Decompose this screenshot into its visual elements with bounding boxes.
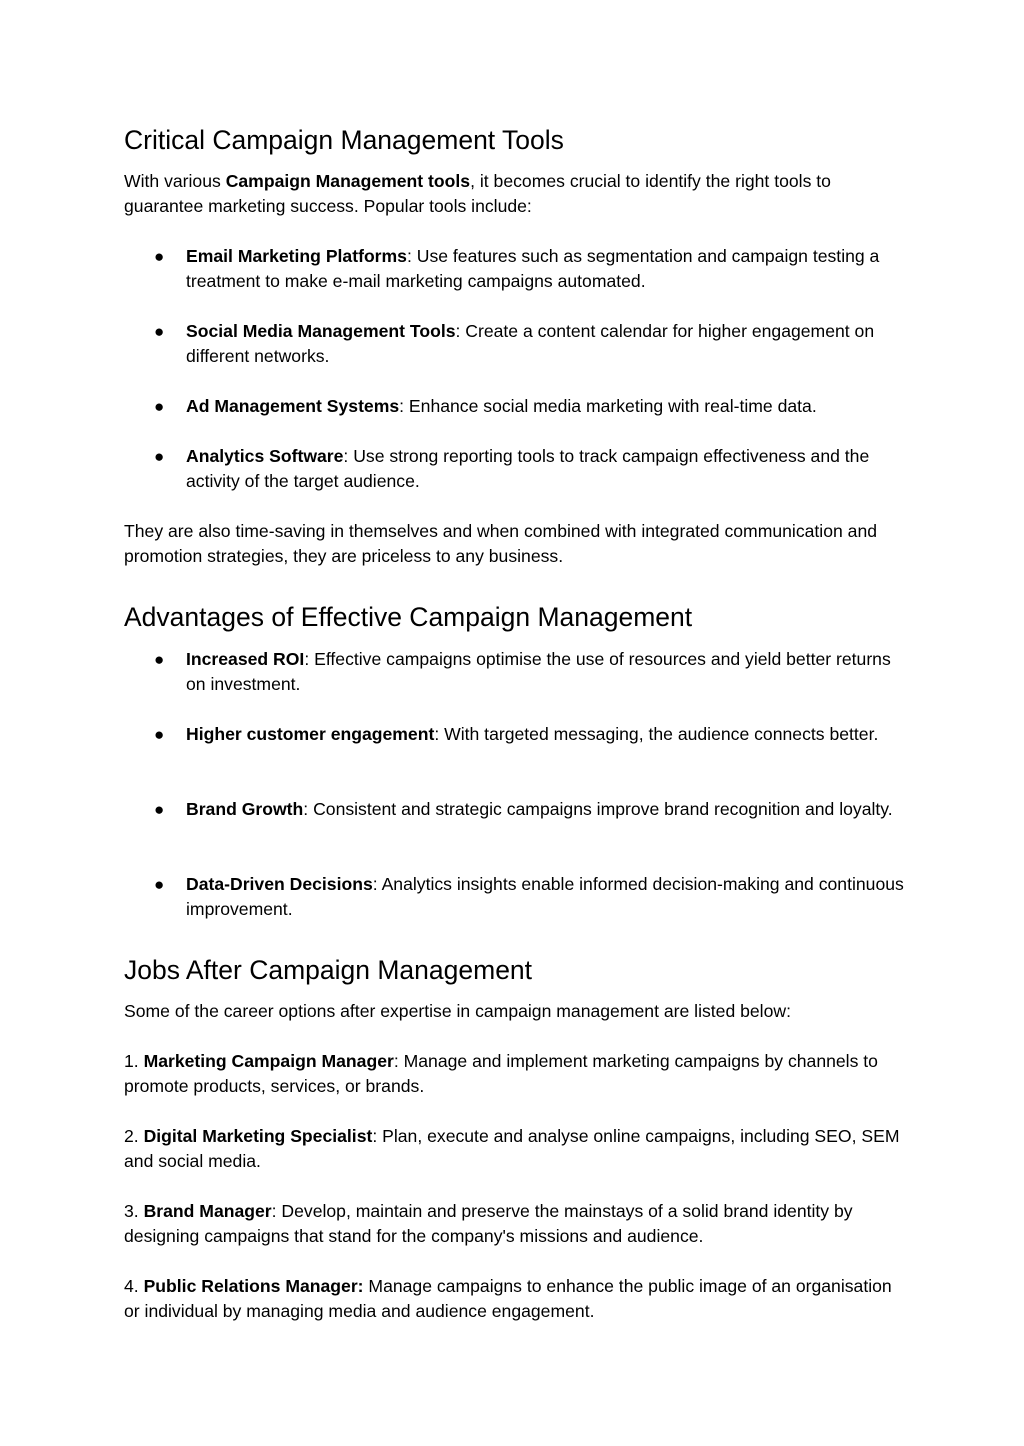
- bullet-icon: ●: [154, 247, 165, 266]
- job-item: 4. Public Relations Manager: Manage campaigns to enhance the public image of an organisation or individual by managing media and audience engagement.: [124, 1276, 892, 1321]
- list-item: ● Analytics Software: Use strong reporting tools to track campaign effectiveness and the activity of the target audience.: [154, 446, 870, 491]
- tools-outro: They are also time-saving in themselves and when combined with integrated communication and promotion strategies, they are priceless to any business.: [124, 521, 878, 566]
- list-item: ● Data-Driven Decisions: Analytics insights enable informed decision-making and continuous improvement.: [154, 874, 904, 919]
- bullet-icon: ●: [154, 875, 165, 894]
- list-item: ● Brand Growth: Consistent and strategic campaigns improve brand recognition and loyalty.: [186, 797, 904, 822]
- bullet-icon: ●: [154, 650, 165, 669]
- tools-intro: With various Campaign Management tools, it becomes crucial to identify the right tools to guarantee marketing success. Popular tools include:: [124, 171, 831, 216]
- list-item: ● Higher customer engagement: With targeted messaging, the audience connects better.: [186, 722, 904, 747]
- jobs-intro: Some of the career options after expertise in campaign management are listed below:: [124, 1001, 791, 1021]
- bullet-icon: ●: [154, 447, 165, 466]
- job-item: 3. Brand Manager: Develop, maintain and preserve the mainstays of a solid brand identity by designing campaigns that stand for the company's missions and audience.: [124, 1201, 853, 1246]
- bullet-icon: ●: [154, 800, 165, 819]
- bullet-icon: ●: [154, 322, 165, 341]
- list-item: ● Ad Management Systems: Enhance social media marketing with real-time data.: [186, 394, 904, 419]
- list-item: ● Social Media Management Tools: Create a content calendar for higher engagement on different networks.: [154, 321, 875, 366]
- bullet-icon: ●: [154, 725, 165, 744]
- section-heading-advantages: Advantages of Effective Campaign Management: [124, 602, 693, 632]
- list-item: ● Increased ROI: Effective campaigns optimise the use of resources and yield better returns on investment.: [154, 649, 891, 694]
- bullet-icon: ●: [154, 397, 165, 416]
- list-item: ● Email Marketing Platforms: Use features such as segmentation and campaign testing a treatment to make e-mail marketing campaigns automated.: [154, 246, 880, 291]
- section-heading-tools: Critical Campaign Management Tools: [124, 125, 564, 155]
- job-item: 2. Digital Marketing Specialist: Plan, execute and analyse online campaigns, including SEO, SEM and social media.: [124, 1126, 900, 1171]
- job-item: 1. Marketing Campaign Manager: Manage and implement marketing campaigns by channels to promote products, services, or brands.: [124, 1051, 878, 1096]
- section-heading-jobs: Jobs After Campaign Management: [124, 955, 533, 985]
